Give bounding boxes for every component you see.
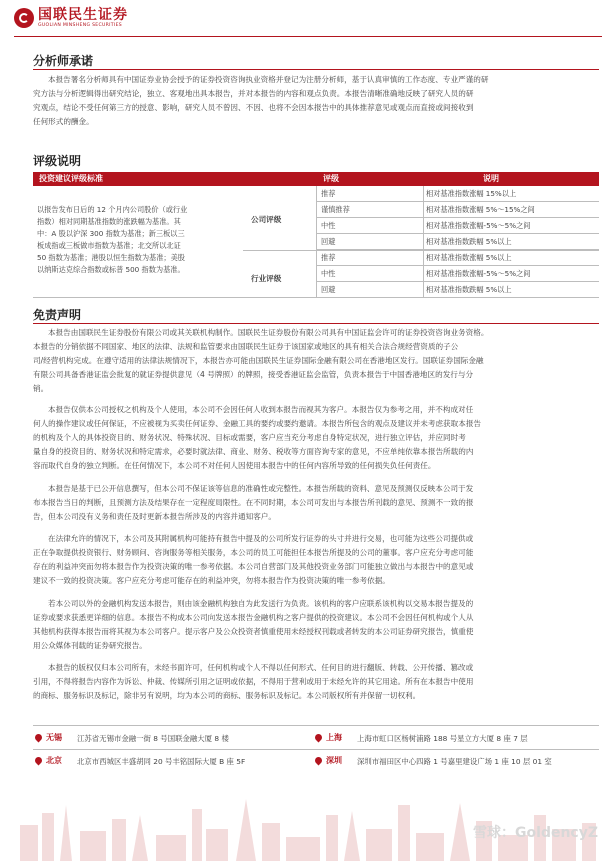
company-rating-row <box>316 234 599 250</box>
text-line: 中：A 股以沪深 300 指数为基准；新三板以三 <box>37 229 185 238</box>
text-line: 何人的操作建议或任何保证，不应被视为买卖任何证券、金融工具的要约或要约邀请。本报告所包含的观点及建议并未考虑获取本报告 <box>33 419 482 428</box>
brand-logo-icon <box>14 8 34 28</box>
disclaimer-section-title: 免责声明 <box>33 308 82 322</box>
header-desc: 说明 <box>483 174 499 183</box>
table-divider <box>316 186 317 298</box>
text-line: 本报告署名分析师具有中国证券业协会授予的证券投资咨询执业资格并登记为注册分析师，基于认真审慎的工作态度、专业严谨的研 <box>48 75 489 84</box>
text-line: 量自身的投资目的、财务状况和特定需求，必要时就法律、商业、财务、税收等方面咨询专家的意见，不应单纯依靠本报告所载的内 <box>33 447 474 456</box>
text-line: 任何形式的酬金。 <box>33 117 94 126</box>
brand-name-cn: 国联民生证券 <box>38 7 128 23</box>
industry-rating-row <box>316 250 599 266</box>
text-line: 的商标、服务标识及标记，除非另有说明，均为本公司的商标、服务标识及标记。本公司版权所有并保留一切权利。 <box>33 691 421 700</box>
header-rating: 评级 <box>323 174 339 183</box>
text-line: 以纳斯达克综合指数或标普 500 指数为基准。 <box>37 265 185 274</box>
text-line: 布本报告当日的判断，且预测方法及结果存在一定程度局限性。在不同时期，本公司可发出与本报告所刊载的意见、预测不一致的报 <box>33 498 474 507</box>
text-line: 板成指或三板做市指数为基准；北交所以北证 <box>37 241 181 250</box>
rating-level: 回避 <box>321 285 336 294</box>
rating-level: 中性 <box>321 269 336 278</box>
text-line: 本报告的版权仅归本公司所有，未经书面许可，任何机构或个人不得以任何形式、任何目的进行翻版、转载、公开传播、篡改或 <box>48 663 474 672</box>
rating-condition: 相对基准指数涨幅 5%以上 <box>426 253 512 262</box>
rating-criteria <box>37 204 237 276</box>
text-line: 若本公司以外的金融机构发送本报告，则由该金融机构独自为此发送行为负责。该机构的客户应联系该机构以交易本报告提及的 <box>48 599 474 608</box>
text-line: 50 指数为基准；港股以恒生指数为基准；美股 <box>37 253 185 262</box>
office-wuxi-city <box>35 732 62 743</box>
rating-condition: 相对基准指数跌幅 5%以上 <box>426 285 512 294</box>
header-divider <box>14 36 602 37</box>
text-line: 本报告仅供本公司授权之机构及个人使用，本公司不会因任何人收到本报告而视其为客户。本报告仅为参考之用，并不构成对任 <box>48 405 474 414</box>
location-pin-icon <box>34 756 44 766</box>
text-line: 证券或要求获悉更详细的信息。本报告不构成本公司向发送本报告金融机构之客户提供的投资建议。本公司不会因任何机构或个人从 <box>33 613 474 622</box>
disclaimer-paragraph-1 <box>33 326 599 396</box>
text-line: 销。 <box>33 384 49 393</box>
text-line: 正在争取提供投资银行、财务顾问、咨询服务等相关服务，本公司的员工可能担任本报告所提及的公司的董事。客户应充分考虑可能 <box>33 548 474 557</box>
text-line: 引用，不得将报告内容作为诉讼、仲裁、传媒所引用之证明或依据，不得用于营利或用于未经允许的其它用途。所有在本报告中使用 <box>33 677 474 686</box>
industry-rating-row <box>316 266 599 282</box>
rating-level: 中性 <box>321 221 336 230</box>
footer-divider <box>33 725 599 726</box>
text-line: 本报告的分销依据不同国家、地区的法律、法规和监管要求由国联民生证券于该国家或地区的具有相关合法合规经营资质的子公 <box>33 342 459 351</box>
office-beijing-address: 北京市西城区丰盛胡同 20 号丰铭国际大厦 B 座 5F <box>77 757 246 766</box>
company-rating-row <box>316 218 599 234</box>
brand-logo <box>14 8 128 29</box>
rating-condition: 相对基准指数涨幅-5%～5%之间 <box>426 269 531 278</box>
analyst-section-title: 分析师承诺 <box>33 54 94 68</box>
table-divider <box>243 250 599 251</box>
text-line: 本报告是基于已公开信息撰写，但本公司不保证该等信息的准确性或完整性。本报告所载的资料、意见及预测仅反映本公司于发 <box>48 484 474 493</box>
page-header <box>0 0 616 40</box>
disclaimer-paragraph-3 <box>33 482 599 524</box>
text-line: 在法律允许的情况下，本公司及其附属机构可能持有报告中提及的公司所发行证券的头寸并进行交易，也可能为这些公司提供或 <box>48 534 474 543</box>
office-wuxi-address: 江苏省无锡市金融一街 8 号国联金融大厦 8 楼 <box>77 734 229 743</box>
company-rating-row <box>316 186 599 202</box>
rating-condition: 相对基准指数涨幅-5%～5%之间 <box>426 221 531 230</box>
company-rating-row <box>316 202 599 218</box>
disclaimer-paragraph-5 <box>33 597 599 653</box>
text-line: 容而取代自身的独立判断。在任何情况下，本公司不对任何人因使用本报告中的任何内容所导致的任何损失负任何责任。 <box>33 461 436 470</box>
table-divider <box>423 186 424 298</box>
text-line: 有限公司具备香港证监会批复的就证券提供意见（4 号牌照）的牌照，接受香港证监会监管，负责本报告于中国香港地区的发行与分 <box>33 370 474 379</box>
text-line: 建议不一致的投资决策。客户应充分考虑可能存在的利益冲突，勿将本报告作为投资决策的唯一参考依据。 <box>33 576 390 585</box>
analyst-section-divider <box>33 69 599 70</box>
rating-section-title: 评级说明 <box>33 154 82 168</box>
rating-table <box>33 172 599 298</box>
city-name: 上海 <box>326 733 342 742</box>
location-pin-icon <box>314 733 324 743</box>
rating-level: 推荐 <box>321 189 336 198</box>
rating-condition: 相对基准指数涨幅 5%～15%之间 <box>426 205 535 214</box>
city-name: 深圳 <box>326 756 342 765</box>
footer-divider <box>33 749 599 750</box>
office-shanghai-address: 上海市虹口区杨树浦路 188 号星立方大厦 8 座 7 层 <box>357 734 528 743</box>
watermark-text: 雪球：GoldencyZ <box>473 825 598 841</box>
text-line: 究方法与分析逻辑得出研究结论，独立、客观地出具本报告，并对本报告的内容和观点负责。本报告清晰准确地反映了研究人员的研 <box>33 89 474 98</box>
industry-rating-label: 行业评级 <box>251 274 282 283</box>
table-bottom-rule <box>33 297 599 298</box>
disclaimer-paragraph-2 <box>33 403 599 473</box>
disclaimer-paragraph-6 <box>33 661 599 703</box>
text-line: 的机构及个人的具体投资目的、财务状况、特殊状况、目标或需要，客户应当充分考虑自身特定状况，进行独立评估，并应同时考 <box>33 433 466 442</box>
text-line: 以报告发布日后的 12 个月内公司股价（或行业 <box>37 205 188 214</box>
rating-table-header <box>33 172 599 186</box>
company-rating-label: 公司评级 <box>251 215 282 224</box>
disclaimer-section-divider <box>33 323 599 324</box>
rating-level: 谨慎推荐 <box>321 205 350 214</box>
office-addresses <box>33 725 599 775</box>
text-line: 告，但本公司没有义务和责任及时更新本报告所涉及的内容并通知客户。 <box>33 512 276 521</box>
office-beijing-city <box>35 755 62 766</box>
brand-name-en: GUOLIAN MINSHENG SECURITIES <box>38 23 122 28</box>
location-pin-icon <box>314 756 324 766</box>
city-name: 无锡 <box>46 733 62 742</box>
city-name: 北京 <box>46 756 62 765</box>
text-line: 存在的利益冲突而勿将本报告作为投资决策的唯一参考依据。本公司自营部门及其他投资业务部门可能独立做出与本报告中的意见或 <box>33 562 474 571</box>
rating-condition: 相对基准指数跌幅 5%以上 <box>426 237 512 246</box>
text-line: 本报告由国联民生证券股份有限公司或其关联机构制作。国联民生证券股份有限公司具有中国证监会许可的证券投资咨询业务资格。 <box>48 328 489 337</box>
location-pin-icon <box>34 733 44 743</box>
header-standard: 投资建议评级标准 <box>39 174 103 183</box>
analyst-commitment-text <box>33 73 599 129</box>
office-shenzhen-address: 深圳市福田区中心四路 1 号嘉里建设广场 1 座 10 层 01 室 <box>357 757 552 766</box>
office-shenzhen-city <box>315 755 342 766</box>
disclaimer-paragraph-4 <box>33 532 599 588</box>
rating-condition: 相对基准指数涨幅 15%以上 <box>426 189 517 198</box>
text-line: 其他机构获得本报告而将其视为本公司客户。提示客户及公众投资者慎重使用未经授权刊载或者转发的本公司证券研究报告，慎重使 <box>33 627 474 636</box>
office-shanghai-city <box>315 732 342 743</box>
text-line: 司/经营机构完成。在遵守适用的法律法规情况下，本报告亦可能由国联民生证券国际金融有限公司在香港地区发行。国联证券国际金融 <box>33 356 484 365</box>
industry-rating-row <box>316 282 599 298</box>
text-line: 指数）相对同期基准指数的涨跌幅为基准。其 <box>37 217 181 226</box>
rating-level: 回避 <box>321 237 336 246</box>
rating-level: 推荐 <box>321 253 336 262</box>
text-line: 究观点，结论不受任何第三方的授意、影响，研究人员不曾因、不因、也将不会因本报告中的具体推荐意见或观点而直接或间接收到 <box>33 103 474 112</box>
text-line: 用公众媒体刊载的证券研究报告。 <box>33 641 147 650</box>
